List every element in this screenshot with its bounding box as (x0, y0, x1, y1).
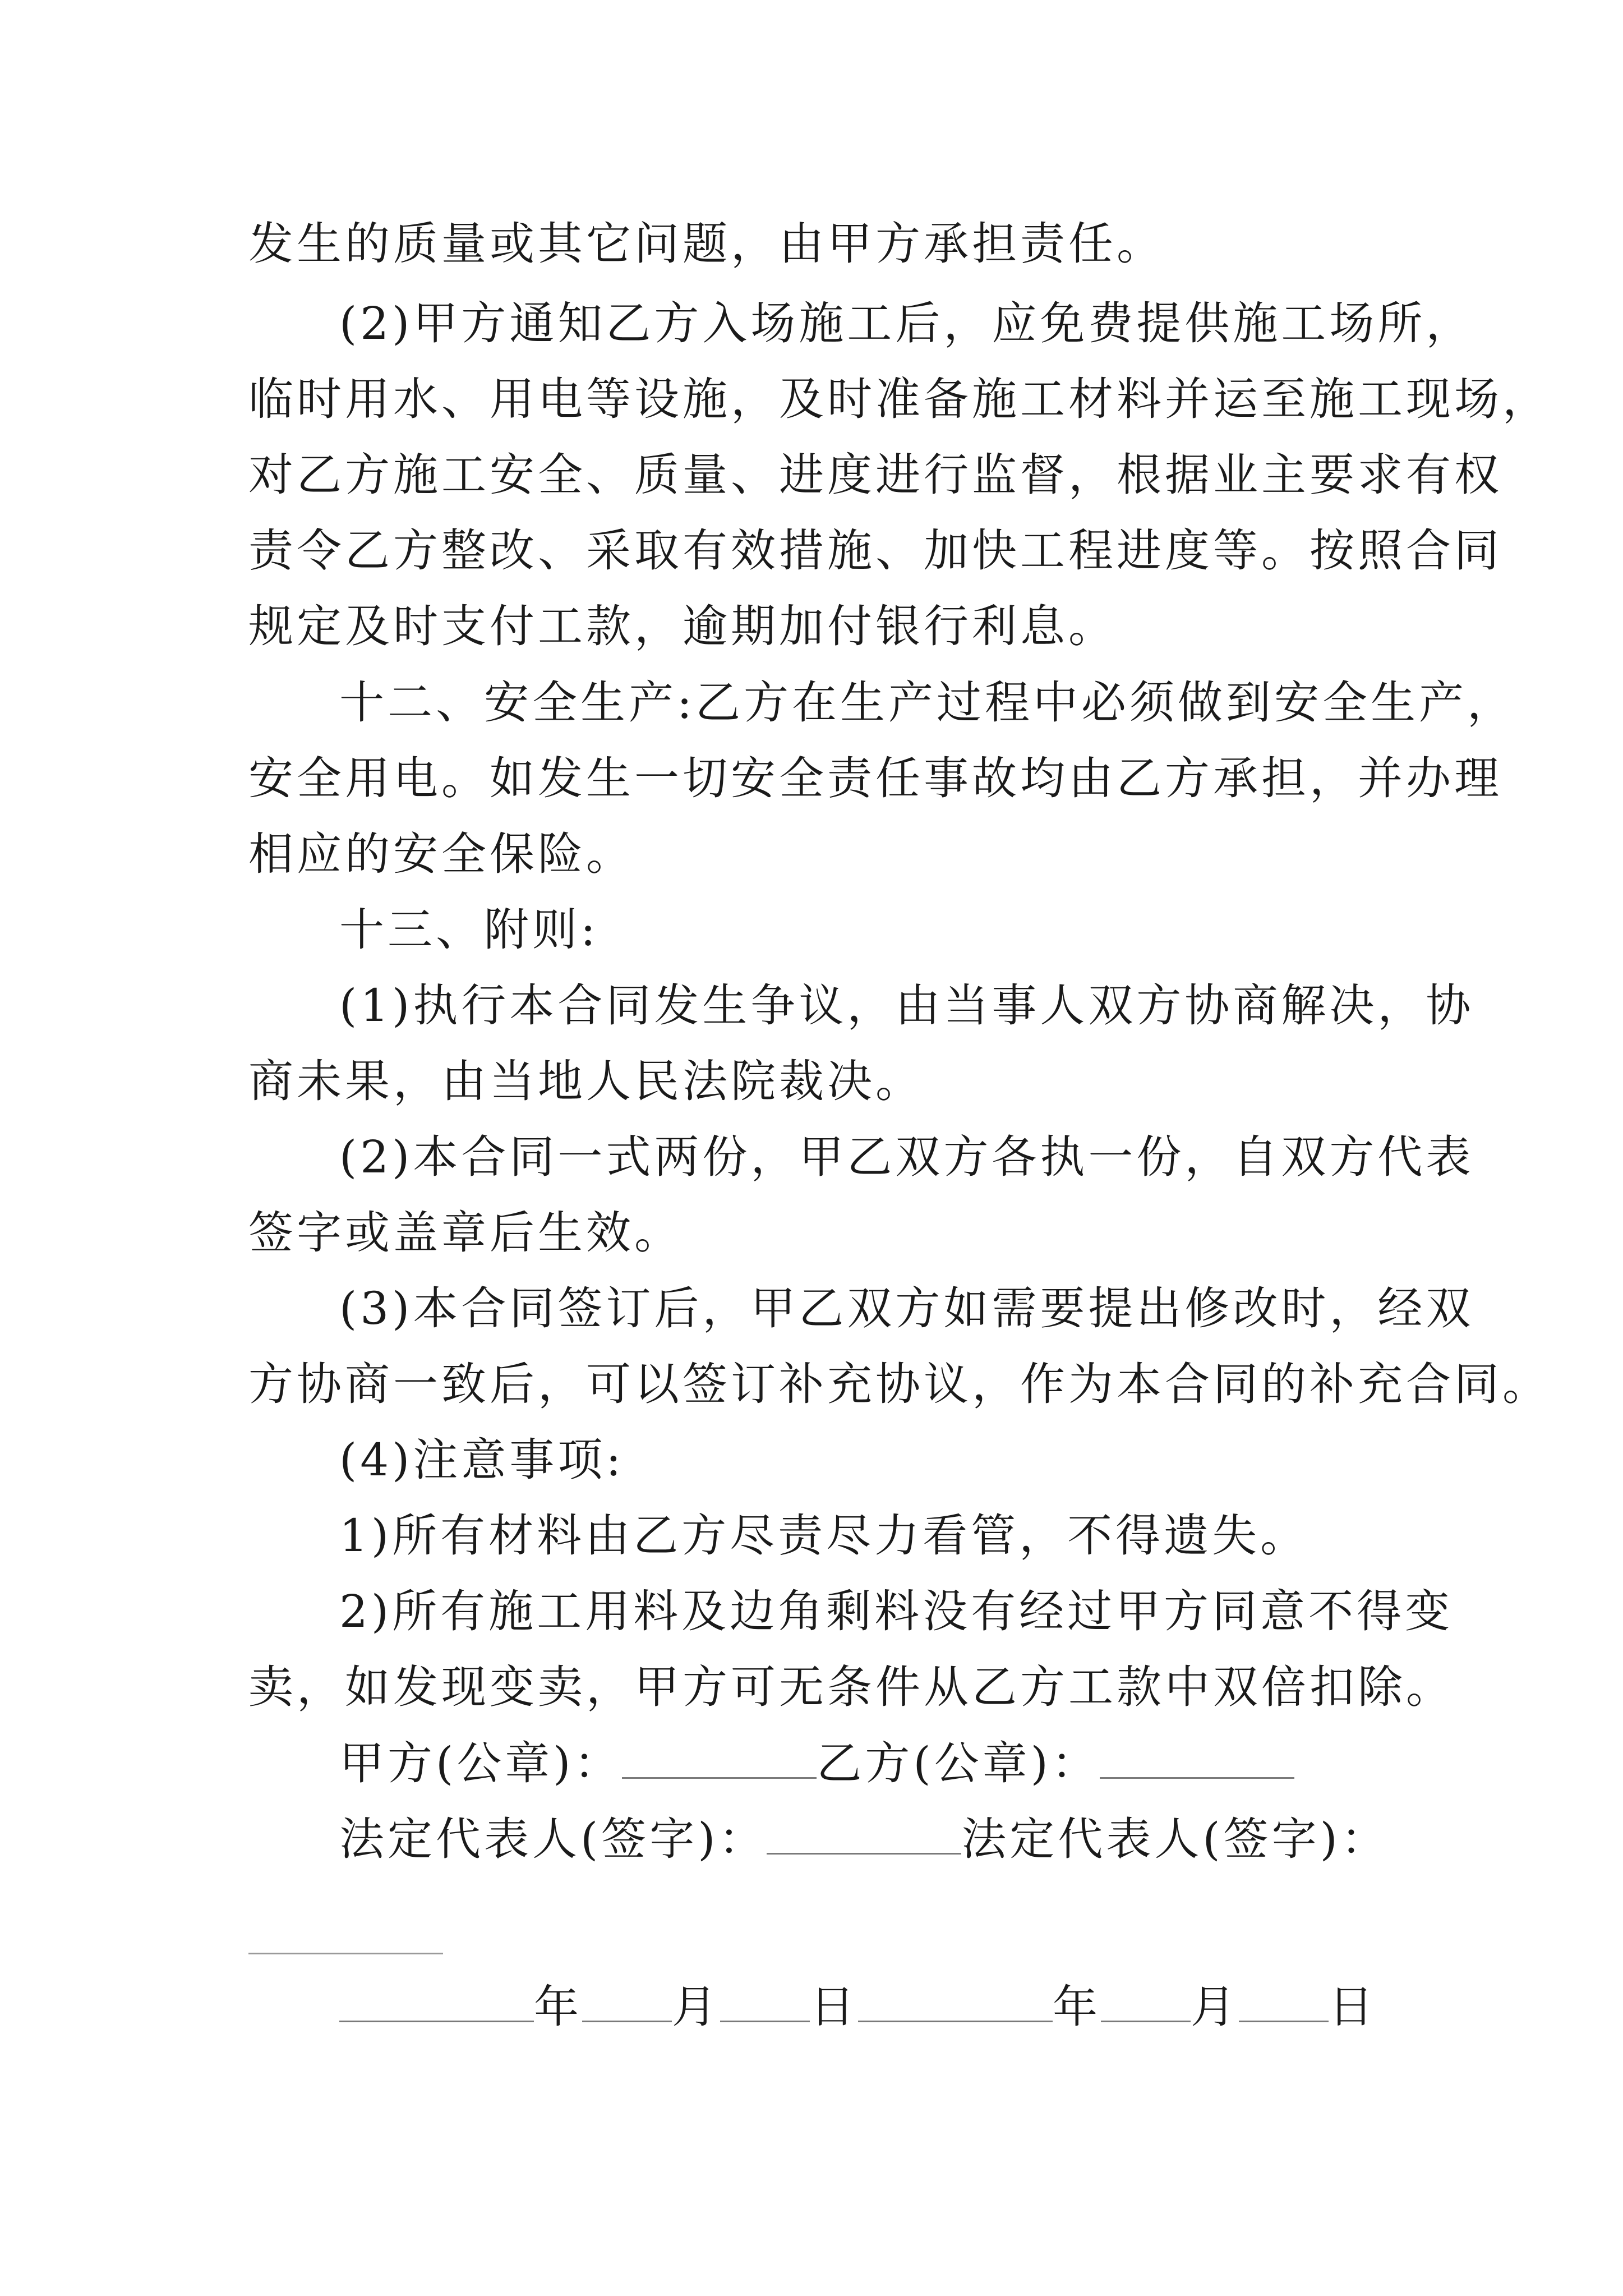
paragraph-line: 发生的质量或其它问题，由甲方承担责任。 (248, 218, 1165, 270)
party-a-month-blank[interactable] (582, 1986, 672, 2022)
representative-row (339, 1811, 1389, 1867)
paragraph-line: (2)甲方通知乙方入场施工后，应免费提供施工场所， (339, 297, 1474, 349)
paragraph-line: (1)执行本合同发生争议，由当事人双方协商解决，协 (339, 979, 1474, 1032)
day-label: 日 (810, 1981, 858, 2033)
paragraph-line: (2)本合同一式两份，甲乙双方各执一份，自双方代表 (339, 1131, 1474, 1183)
party-b-month-blank[interactable] (1101, 1986, 1191, 2022)
party-a-day-blank[interactable] (720, 1986, 810, 2022)
paragraph-line: 对乙方施工安全、质量、进度进行监督，根据业主要求有权 (248, 449, 1502, 501)
party-seal-row (339, 1736, 1294, 1792)
year-label: 年 (1053, 1981, 1101, 2033)
paragraph-line: 方协商一致后，可以签订补充协议，作为本合同的补充合同。 (248, 1358, 1551, 1410)
month-label: 月 (1191, 1981, 1239, 2033)
paragraph-line: 签字或盖章后生效。 (248, 1207, 683, 1259)
party-b-representative-blank[interactable] (248, 1953, 443, 1954)
paragraph-line: 卖，如发现变卖，甲方可无条件从乙方工款中双倍扣除。 (248, 1661, 1454, 1713)
party-b-representative-label: 法定代表人(签字)： (961, 1813, 1389, 1865)
day-label: 日 (1329, 1981, 1377, 2033)
party-b-seal-label: 乙方(公章)： (817, 1737, 1100, 1789)
party-a-representative-label: 法定代表人(签字)： (339, 1813, 767, 1865)
party-b-year-blank[interactable] (858, 1986, 1053, 2022)
paragraph-line: (4)注意事项: (339, 1434, 625, 1486)
paragraph-line: 商未果，由当地人民法院裁决。 (248, 1055, 924, 1107)
section-heading-safety: 十二、安全生产:乙方在生产过程中必须做到安全生产， (339, 677, 1515, 729)
paragraph-line: 责令乙方整改、采取有效措施、加快工程进度等。按照合同 (248, 524, 1502, 577)
party-a-year-blank[interactable] (339, 1986, 534, 2022)
month-label: 月 (672, 1981, 720, 2033)
paragraph-line: (3)本合同签订后，甲乙双方如需要提出修改时，经双 (339, 1282, 1474, 1335)
party-a-seal-blank[interactable] (622, 1742, 817, 1779)
paragraph-line: 临时用水、用电等设施，及时准备施工材料并运至施工现场， (248, 373, 1551, 425)
party-a-seal-label: 甲方(公章)： (339, 1737, 623, 1789)
party-b-seal-blank[interactable] (1100, 1742, 1294, 1779)
paragraph-line: 规定及时支付工款，逾期加付银行利息。 (248, 600, 1117, 652)
party-a-representative-blank[interactable] (767, 1818, 961, 1855)
section-heading-appendix: 十三、附则: (339, 904, 599, 956)
paragraph-line: 2)所有施工用料及边角剩料没有经过甲方同意不得变 (339, 1585, 1454, 1637)
paragraph-line: 相应的安全保险。 (248, 828, 634, 880)
paragraph-line: 1)所有材料由乙方尽责尽力看管，不得遗失。 (339, 1510, 1309, 1562)
date-row (339, 1979, 1377, 2035)
year-label: 年 (534, 1981, 582, 2033)
paragraph-line: 安全用电。如发生一切安全责任事故均由乙方承担，并办理 (248, 752, 1502, 804)
party-b-day-blank[interactable] (1239, 1986, 1329, 2022)
